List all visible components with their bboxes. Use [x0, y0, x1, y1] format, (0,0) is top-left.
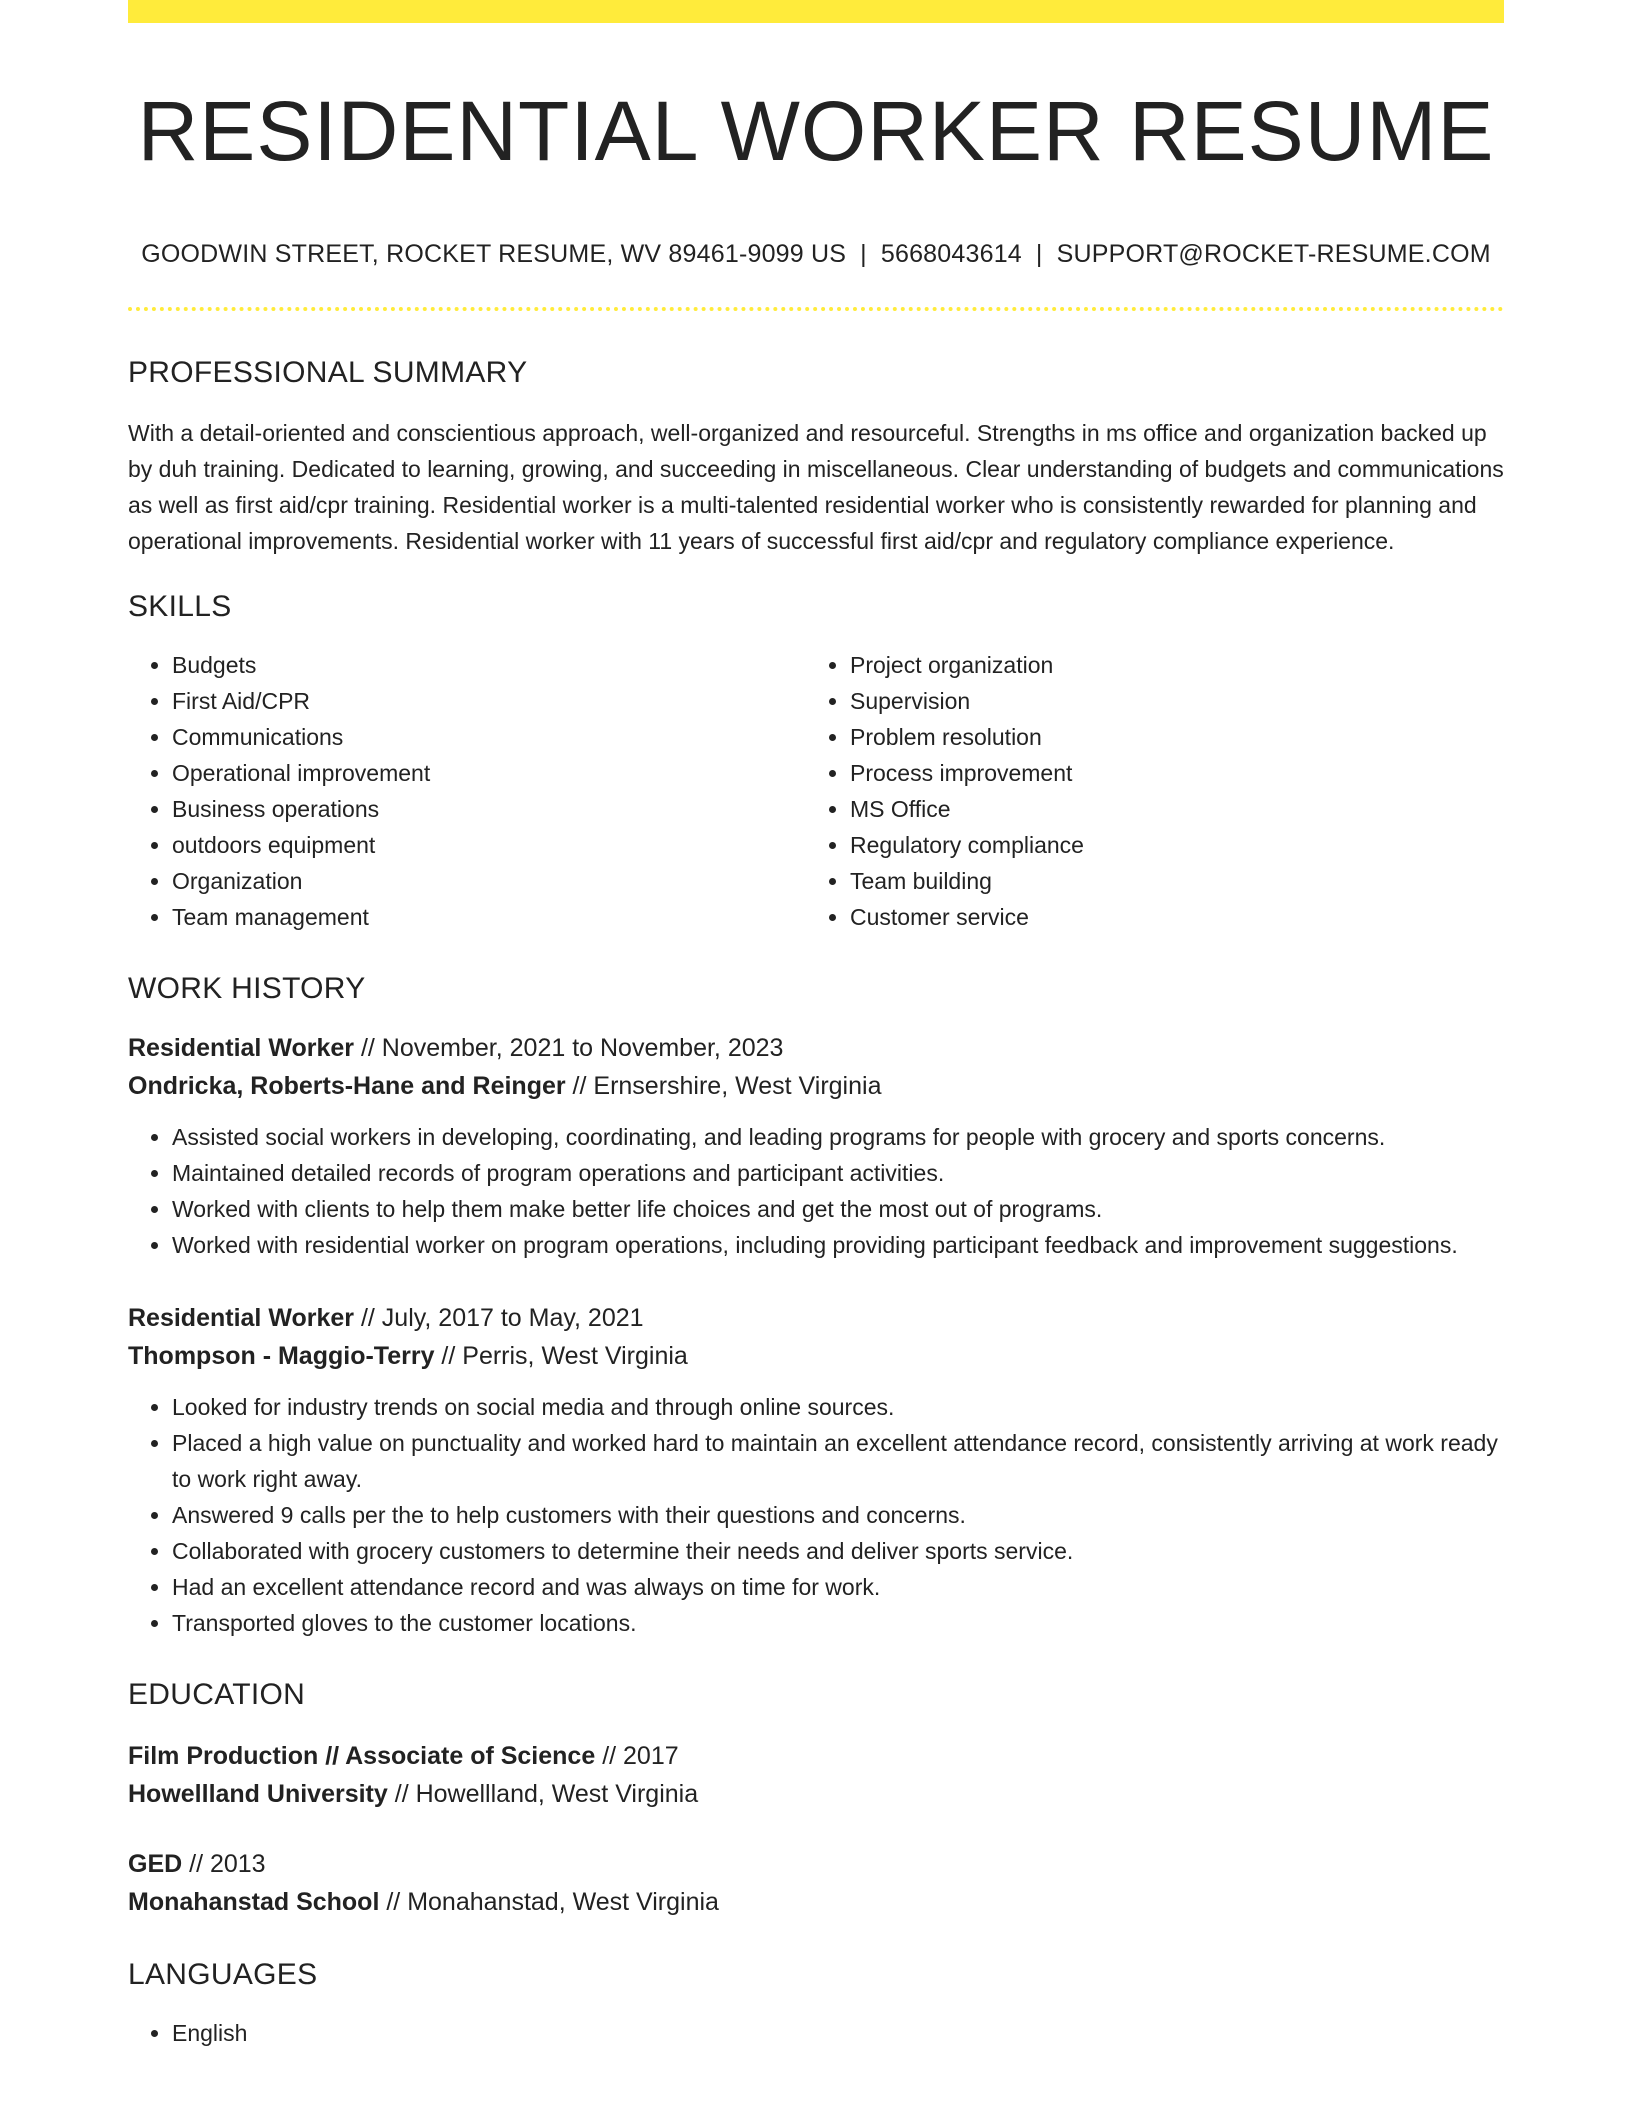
job-dates: // July, 2017 to May, 2021	[354, 1304, 644, 1332]
skill-item: • Process improvement	[850, 755, 1484, 791]
job-role: Residential Worker	[128, 1304, 355, 1332]
contact-address: GOODWIN STREET, ROCKET RESUME, WV 89461-9099 US	[141, 240, 847, 268]
job-entry	[128, 1029, 1504, 1263]
skills-column-left	[128, 647, 806, 935]
job-dates: // November, 2021 to November, 2023	[354, 1034, 784, 1062]
language-item: • English	[172, 2015, 1504, 2051]
education-degree: GED	[128, 1850, 183, 1878]
education-school: Monahanstad School	[128, 1888, 380, 1916]
contact-info	[128, 239, 1504, 269]
skill-item: • Supervision	[850, 683, 1484, 719]
dotted-divider	[128, 307, 1504, 311]
contact-separator: |	[860, 240, 867, 268]
education-location: // Howellland, West Virginia	[387, 1780, 699, 1808]
contact-phone: 5668043614	[880, 240, 1022, 268]
education-degree-line	[128, 1737, 1504, 1775]
summary-text: With a detail-oriented and conscientious approach, well-organized and resourceful. Strengths in ms office and organization backed up by duh training. Dedicated to learning, growing, and succeeding in miscellaneous. Clear understanding of budgets and communications as well as first aid/cpr training. Residential worker is a multi-talented residential worker who is consistently rewarded for planning and operational improvements. Residential worker with 11 years of successful first aid/cpr and regulatory compliance experience.	[128, 420, 1504, 554]
summary-heading: PROFESSIONAL SUMMARY	[128, 356, 528, 389]
education-school-line	[128, 1883, 1504, 1921]
job-bullets	[128, 1389, 1504, 1641]
job-bullet: • Answered 9 calls per the to help customers with their questions and concerns.	[172, 1497, 1504, 1533]
skill-item: • Team building	[850, 863, 1484, 899]
education-degree: Film Production // Associate of Science	[128, 1742, 596, 1770]
job-bullet: • Transported gloves to the customer locations.	[172, 1605, 1504, 1641]
job-bullet: • Assisted social workers in developing, coordinating, and leading programs for people with grocery and sports concerns.	[172, 1119, 1504, 1155]
job-bullet: • Placed a high value on punctuality and worked hard to maintain an excellent attendance record, consistently arriving at work ready to work right away.	[172, 1425, 1504, 1497]
job-bullet: • Worked with clients to help them make better life choices and get the most out of programs.	[172, 1191, 1504, 1227]
contact-separator: |	[1035, 240, 1043, 268]
resume-title: RESIDENTIAL WORKER RESUME	[137, 84, 1495, 178]
skill-item: • Budgets	[172, 647, 806, 683]
skills-column-right	[806, 647, 1484, 935]
education-heading: EDUCATION	[128, 1678, 306, 1711]
job-role-line	[128, 1299, 1504, 1337]
education-school-line	[128, 1775, 1504, 1813]
languages-heading: LANGUAGES	[128, 1958, 318, 1991]
education-location: // Monahanstad, West Virginia	[379, 1888, 719, 1916]
job-role-line	[128, 1029, 1504, 1067]
skill-item: • First Aid/CPR	[172, 683, 806, 719]
skill-item: • Operational improvement	[172, 755, 806, 791]
job-entry	[128, 1299, 1504, 1641]
education-entry	[128, 1845, 1504, 1921]
skill-item: • Customer service	[850, 899, 1484, 935]
job-company: Thompson - Maggio-Terry	[128, 1342, 435, 1370]
skill-item: • Regulatory compliance	[850, 827, 1484, 863]
education-year: // 2013	[182, 1850, 266, 1878]
skill-item: • Communications	[172, 719, 806, 755]
languages-list	[128, 2015, 1504, 2051]
education-year: // 2017	[595, 1742, 679, 1770]
job-bullet: • Collaborated with grocery customers to determine their needs and deliver sports service.	[172, 1533, 1504, 1569]
job-bullet: • Maintained detailed records of program operations and participant activities.	[172, 1155, 1504, 1191]
work-history-heading: WORK HISTORY	[128, 972, 366, 1005]
resume-page	[128, 0, 1504, 2051]
skill-item: • Team management	[172, 899, 806, 935]
skills-list	[128, 647, 1504, 935]
job-bullet: • Worked with residential worker on program operations, including providing participant feedback and improvement suggestions.	[172, 1227, 1504, 1263]
accent-top-bar	[128, 0, 1504, 23]
job-company-line	[128, 1337, 1504, 1375]
education-degree-line	[128, 1845, 1504, 1883]
skill-item: • Problem resolution	[850, 719, 1484, 755]
contact-email: SUPPORT@ROCKET-RESUME.COM	[1056, 240, 1491, 268]
job-company: Ondricka, Roberts-Hane and Reinger	[128, 1072, 566, 1100]
skill-item: • outdoors equipment	[172, 827, 806, 863]
education-school: Howellland University	[128, 1780, 388, 1808]
job-role: Residential Worker	[128, 1034, 355, 1062]
job-location: // Perris, West Virginia	[434, 1342, 688, 1370]
skill-item: • Project organization	[850, 647, 1484, 683]
job-location: // Ernsershire, West Virginia	[565, 1072, 882, 1100]
job-bullets	[128, 1119, 1504, 1263]
education-entry	[128, 1737, 1504, 1813]
job-bullet: • Looked for industry trends on social media and through online sources.	[172, 1389, 1504, 1425]
job-bullet: • Had an excellent attendance record and was always on time for work.	[172, 1569, 1504, 1605]
skills-heading: SKILLS	[128, 590, 232, 623]
skill-item: • Organization	[172, 863, 806, 899]
skill-item: • MS Office	[850, 791, 1484, 827]
skill-item: • Business operations	[172, 791, 806, 827]
job-company-line	[128, 1067, 1504, 1105]
